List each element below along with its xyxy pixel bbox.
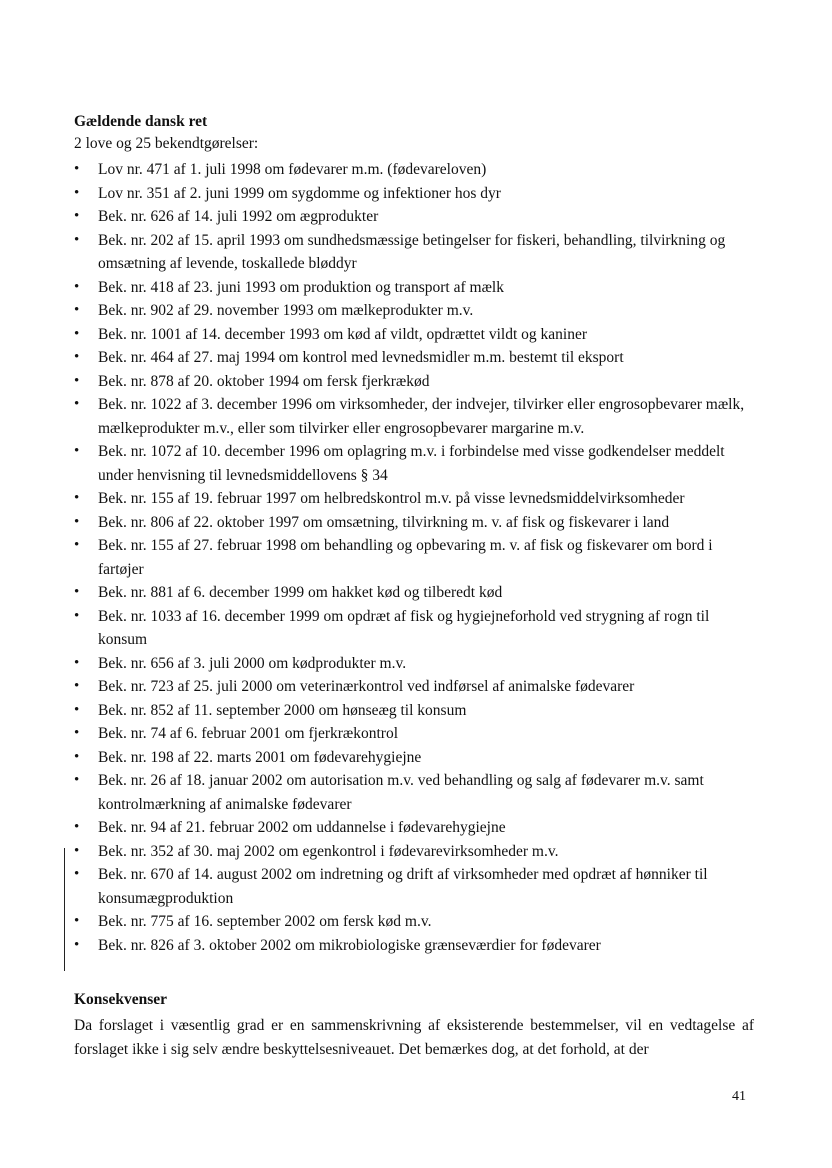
list-item: • Bek. nr. 1001 af 14. december 1993 om kød af vildt, opdrættet vildt og kaniner [74,323,754,347]
list-item: • Bek. nr. 198 af 22. marts 2001 om fødevarehygiejne [74,746,754,770]
list-item: • Bek. nr. 878 af 20. oktober 1994 om fersk fjerkrækød [74,370,754,394]
list-item: • Bek. nr. 626 af 14. juli 1992 om ægprodukter [74,205,754,229]
consequences-paragraph: Da forslaget i væsentlig grad er en sammenskrivning af eksisterende bestemmelser, vil en vedtagelse af forslaget ikke i sig selv ændre beskyttelsesniveauet. Det bemærkes dog, at det forhold, at der [74,1017,754,1058]
list-item: • Bek. nr. 464 af 27. maj 1994 om kontrol med levnedsmidler m.m. bestemt til eksport [74,346,754,370]
list-item: • Bek. nr. 902 af 29. november 1993 om mælkeprodukter m.v. [74,299,754,323]
section-heading-current-law: Gældende dansk ret [74,113,208,130]
list-item: • Bek. nr. 852 af 11. september 2000 om hønseæg til konsum [74,699,754,723]
revision-change-bar [64,848,65,971]
list-item: • Bek. nr. 826 af 3. oktober 2002 om mikrobiologiske grænseværdier for fødevarer [74,934,754,958]
list-item: • Bek. nr. 202 af 15. april 1993 om sundhedsmæssige betingelser for fiskeri, behandling, tilvirkning og omsætning af levende, toskallede bløddyr [74,229,754,276]
list-item: • Lov nr. 351 af 2. juni 1999 om sygdomme og infektioner hos dyr [74,182,754,206]
list-item: • Bek. nr. 155 af 27. februar 1998 om behandling og opbevaring m. v. af fisk og fiskevarer om bord i fartøjer [74,534,754,581]
list-item: • Bek. nr. 352 af 30. maj 2002 om egenkontrol i fødevarevirksomheder m.v. [74,840,754,864]
list-item: • Bek. nr. 155 af 19. februar 1997 om helbredskontrol m.v. på visse levnedsmiddelvirksomheder [74,487,754,511]
list-item: • Bek. nr. 775 af 16. september 2002 om fersk kød m.v. [74,910,754,934]
page-number: 41 [732,1089,746,1104]
list-item: • Bek. nr. 418 af 23. juni 1993 om produktion og transport af mælk [74,276,754,300]
list-item: • Bek. nr. 806 af 22. oktober 1997 om omsætning, tilvirkning m. v. af fisk og fiskevarer i land [74,511,754,535]
list-item: • Lov nr. 471 af 1. juli 1998 om fødevarer m.m. (fødevareloven) [74,158,754,182]
list-item: • Bek. nr. 1022 af 3. december 1996 om virksomheder, der indvejer, tilvirker eller engrosopbevarer mælk, mælkeprodukter m.v., eller som tilvirker eller engrosopbevarer margarine m.v. [74,393,754,440]
list-item: • Bek. nr. 94 af 21. februar 2002 om uddannelse i fødevarehygiejne [74,816,754,840]
list-item: • Bek. nr. 1072 af 10. december 1996 om oplagring m.v. i forbindelse med visse godkendelser meddelt under henvisning til levnedsmiddellovens § 34 [74,440,754,487]
list-item: • Bek. nr. 1033 af 16. december 1999 om opdræt af fisk og hygiejneforhold ved strygning af rogn til konsum [74,605,754,652]
list-item: • Bek. nr. 74 af 6. februar 2001 om fjerkrækontrol [74,722,754,746]
list-item: • Bek. nr. 670 af 14. august 2002 om indretning og drift af virksomheder med opdræt af hønniker til konsumægproduktion [74,863,754,910]
section-heading-consequences: Konsekvenser [74,991,167,1008]
list-item: • Bek. nr. 723 af 25. juli 2000 om veterinærkontrol ved indførsel af animalske fødevarer [74,675,754,699]
list-item: • Bek. nr. 26 af 18. januar 2002 om autorisation m.v. ved behandling og salg af fødevarer m.v. samt kontrolmærkning af animalske fødevarer [74,769,754,816]
list-item: • Bek. nr. 656 af 3. juli 2000 om kødprodukter m.v. [74,652,754,676]
list-item: • Bek. nr. 881 af 6. december 1999 om hakket kød og tilberedt kød [74,581,754,605]
section-intro: 2 love og 25 bekendtgørelser: [74,135,259,152]
law-list [74,158,754,957]
